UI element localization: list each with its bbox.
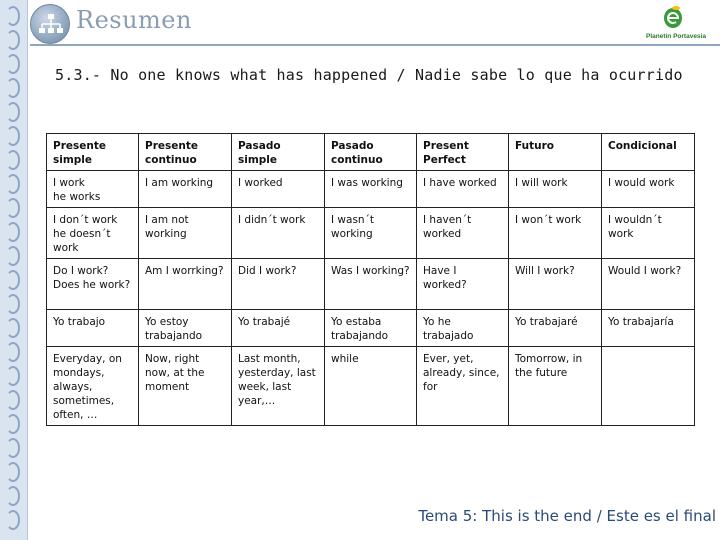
planet-e-icon xyxy=(662,4,684,30)
table-cell: Would I work? xyxy=(602,259,695,310)
table-cell: I am not working xyxy=(139,208,232,259)
table-cell: I wouldn´t work xyxy=(602,208,695,259)
binding-ring xyxy=(6,6,20,26)
binding-ring xyxy=(6,222,20,242)
table-cell: Was I working? xyxy=(325,259,417,310)
table-cell: Yo trabajaré xyxy=(509,310,602,347)
table-cell: I was working xyxy=(325,171,417,208)
table-cell: I won´t work xyxy=(509,208,602,259)
brand-logo xyxy=(634,4,718,44)
table-cell: Tomorrow, in the future xyxy=(509,347,602,426)
brand-text: Planetin Portavesia xyxy=(646,33,706,40)
binding-ring xyxy=(6,54,20,74)
column-header: Futuro xyxy=(509,134,602,171)
table-cell: Now, right now, at the moment xyxy=(139,347,232,426)
column-header: Presente simple xyxy=(47,134,139,171)
table-cell: Do I work? Does he work? xyxy=(47,259,139,310)
table-cell: Yo estoy trabajando xyxy=(139,310,232,347)
network-icon xyxy=(30,4,70,44)
column-header: Condicional xyxy=(602,134,695,171)
binding-ring xyxy=(6,510,20,530)
table-row xyxy=(47,310,695,347)
column-header: Pasado simple xyxy=(232,134,325,171)
binding-ring xyxy=(6,318,20,338)
table-cell: Have I worked? xyxy=(417,259,509,310)
binding-ring xyxy=(6,102,20,122)
page-title: Resumen xyxy=(76,6,192,34)
binding-ring xyxy=(6,438,20,458)
binding-ring xyxy=(6,246,20,266)
table-cell: I haven´t worked xyxy=(417,208,509,259)
binding-ring xyxy=(6,462,20,482)
decorative-spiral-binding xyxy=(0,0,28,540)
table-row xyxy=(47,259,695,310)
binding-ring xyxy=(6,30,20,50)
section-heading: 5.3.- No one knows what has happened / Nadie sabe lo que ha ocurrido xyxy=(55,66,683,84)
footer-title: Tema 5: This is the end / Este es el final xyxy=(418,507,716,525)
binding-ring xyxy=(6,414,20,434)
binding-ring xyxy=(6,198,20,218)
table-cell: Yo he trabajado xyxy=(417,310,509,347)
binding-ring xyxy=(6,126,20,146)
table-cell: Ever, yet, already, since, for xyxy=(417,347,509,426)
table-cell: Yo trabajaría xyxy=(602,310,695,347)
table-cell: Everyday, on mondays, always, sometimes, often, … xyxy=(47,347,139,426)
column-header: Pasado continuo xyxy=(325,134,417,171)
table-row xyxy=(47,208,695,259)
table-cell: while xyxy=(325,347,417,426)
table-cell: Did I work? xyxy=(232,259,325,310)
table-cell: Yo trabajo xyxy=(47,310,139,347)
table-cell: I would work xyxy=(602,171,695,208)
binding-ring xyxy=(6,366,20,386)
column-header: Present Perfect xyxy=(417,134,509,171)
table-cell: Am I worrking? xyxy=(139,259,232,310)
table-cell: I wasn´t working xyxy=(325,208,417,259)
binding-ring xyxy=(6,294,20,314)
table-cell xyxy=(602,347,695,426)
table-cell: I am working xyxy=(139,171,232,208)
table-cell: I work he works xyxy=(47,171,139,208)
table-cell: Last month, yesterday, last week, last year,… xyxy=(232,347,325,426)
header-divider xyxy=(30,44,720,46)
table-cell: I worked xyxy=(232,171,325,208)
table-row xyxy=(47,347,695,426)
binding-ring xyxy=(6,486,20,506)
table-cell: I didn´t work xyxy=(232,208,325,259)
table-cell: Will I work? xyxy=(509,259,602,310)
table-cell: Yo trabajé xyxy=(232,310,325,347)
table-cell: Yo estaba trabajando xyxy=(325,310,417,347)
column-header: Presente continuo xyxy=(139,134,232,171)
table-header-row xyxy=(47,134,695,171)
table-cell: I will work xyxy=(509,171,602,208)
table-row xyxy=(47,171,695,208)
binding-ring xyxy=(6,150,20,170)
binding-ring xyxy=(6,78,20,98)
binding-ring xyxy=(6,342,20,362)
verb-tenses-table xyxy=(46,133,695,426)
binding-ring xyxy=(6,390,20,410)
binding-ring xyxy=(6,270,20,290)
table-cell: I don´t work he doesn´t work xyxy=(47,208,139,259)
table-cell: I have worked xyxy=(417,171,509,208)
binding-ring xyxy=(6,174,20,194)
